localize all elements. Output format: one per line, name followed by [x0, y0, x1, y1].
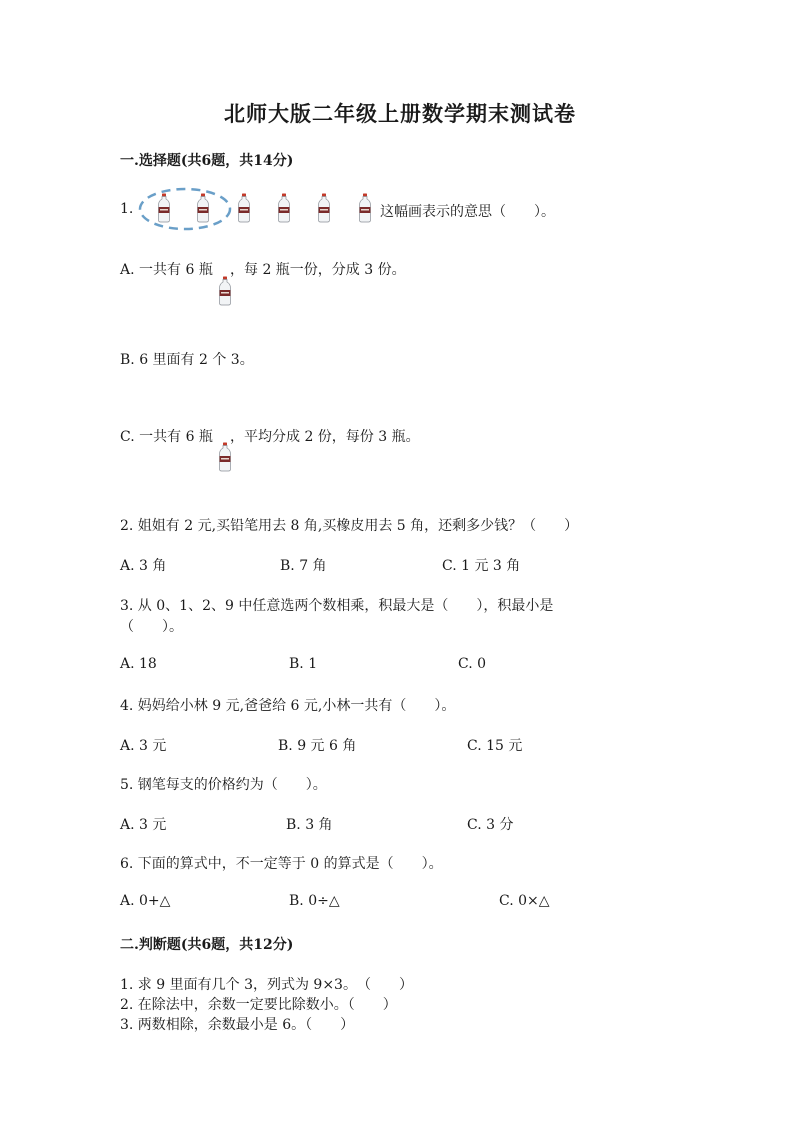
- bottle-icon: [195, 193, 211, 223]
- question-6-option-a: A. 0+△: [120, 893, 171, 909]
- question-1-number: 1.: [120, 201, 134, 217]
- bottle-icon: [217, 276, 233, 306]
- question-6-option-b: B. 0÷△: [289, 893, 340, 909]
- question-4-option-a: A. 3 元: [120, 738, 167, 754]
- question-1-stem: 这幅画表示的意思（ ）。: [380, 204, 555, 220]
- question-4-stem: 4. 妈妈给小林 9 元,爸爸给 6 元,小林一共有（ ）。: [120, 698, 456, 714]
- question-2-option-b: B. 7 角: [280, 558, 327, 574]
- question-5-option-b: B. 3 角: [286, 817, 333, 833]
- section-heading-choice: 一.选择题(共6题，共14分): [120, 153, 294, 169]
- question-6-stem: 6. 下面的算式中，不一定等于 0 的算式是（ ）。: [120, 856, 443, 872]
- question-1-option-a-pre: A. 一共有 6 瓶: [120, 262, 213, 278]
- question-4-option-c: C. 15 元: [467, 738, 523, 754]
- page-title: 北师大版二年级上册数学期末测试卷: [224, 101, 576, 126]
- question-5-option-a: A. 3 元: [120, 817, 167, 833]
- question-5-stem: 5. 钢笔每支的价格约为（ ）。: [120, 777, 327, 793]
- bottle-icon: [316, 193, 332, 223]
- bottle-icon: [156, 193, 172, 223]
- question-6-option-c: C. 0×△: [499, 893, 550, 909]
- question-1-option-b: B. 6 里面有 2 个 3。: [120, 352, 254, 368]
- question-1-option-c-pre: C. 一共有 6 瓶: [120, 429, 213, 445]
- bottle-icon: [217, 442, 233, 472]
- question-5-option-c: C. 3 分: [467, 817, 514, 833]
- true-false-item-3: 3. 两数相除，余数最小是 6。（ ）: [120, 1017, 355, 1033]
- question-2-option-a: A. 3 角: [120, 558, 167, 574]
- question-3-option-a: A. 18: [120, 656, 157, 672]
- bottle-icon: [236, 193, 252, 223]
- question-2-option-c: C. 1 元 3 角: [442, 558, 521, 574]
- bottle-icon: [357, 193, 373, 223]
- true-false-item-2: 2. 在除法中，余数一定要比除数小。（ ）: [120, 997, 397, 1013]
- question-1-option-c-post: ，平均分成 2 份，每份 3 瓶。: [230, 429, 420, 445]
- question-3-option-c: C. 0: [458, 656, 487, 672]
- bottle-icon: [276, 193, 292, 223]
- grouping-oval: [137, 186, 233, 232]
- section-heading-true-false: 二.判断题(共6题，共12分): [120, 937, 294, 953]
- question-4-option-b: B. 9 元 6 角: [278, 738, 357, 754]
- true-false-item-1: 1. 求 9 里面有几个 3，列式为 9×3。 （ ）: [120, 977, 413, 993]
- question-3-option-b: B. 1: [289, 656, 318, 672]
- question-2-stem: 2. 姐姐有 2 元,买铅笔用去 8 角,买橡皮用去 5 角，还剩多少钱？（ ）: [120, 518, 579, 534]
- question-3-stem-line1: 3. 从 0、1、2、9 中任意选两个数相乘，积最大是（ ），积最小是: [120, 598, 554, 614]
- question-1-option-a-post: ，每 2 瓶一份，分成 3 份。: [230, 262, 406, 278]
- question-3-stem-line2: （ ）。: [120, 619, 183, 635]
